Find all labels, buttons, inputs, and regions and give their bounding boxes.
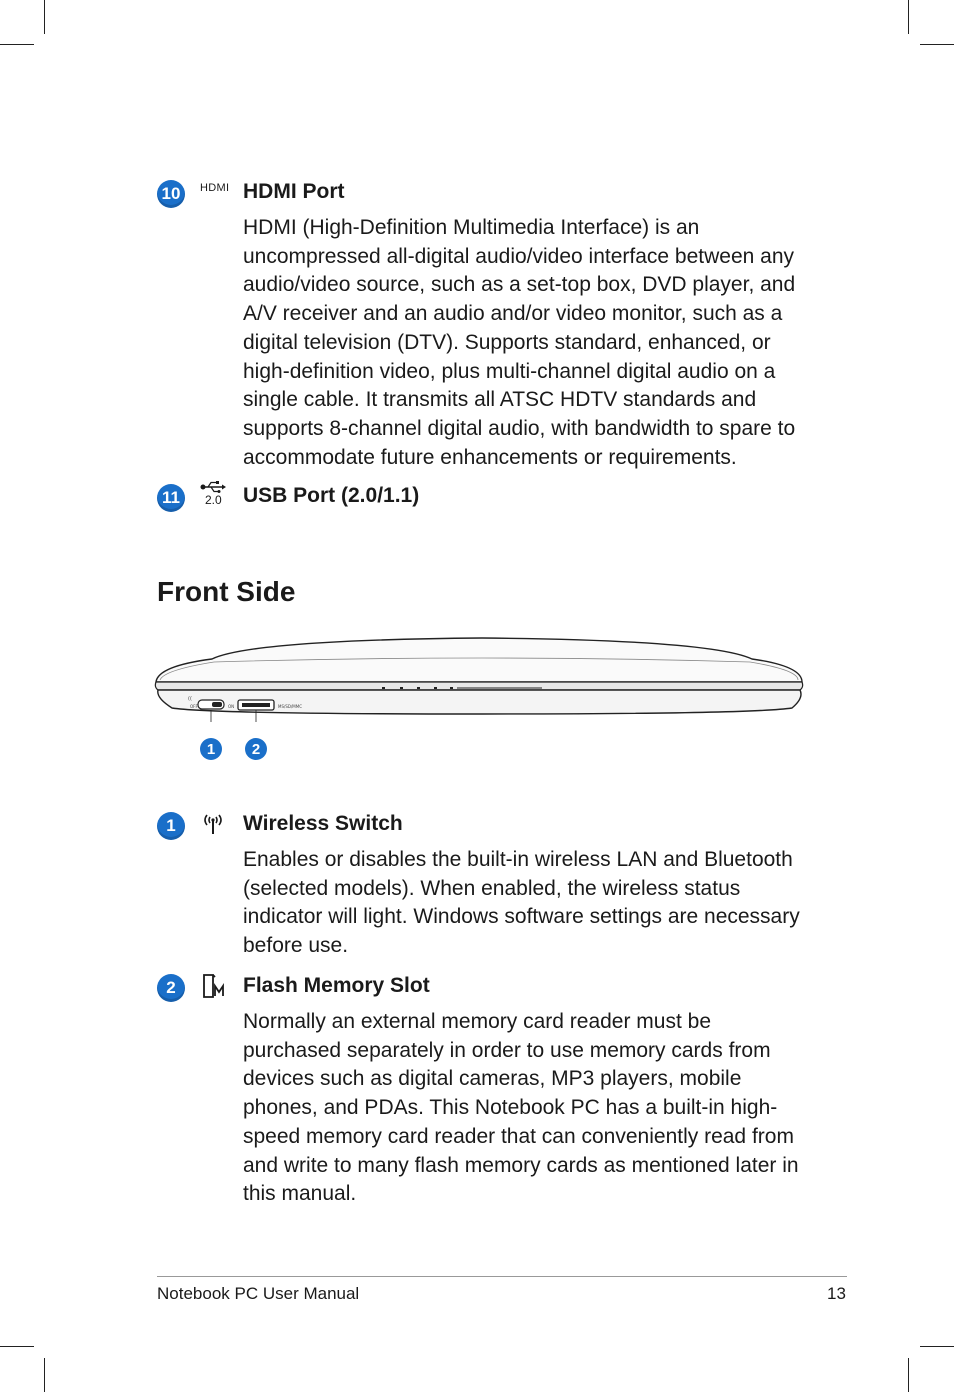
memory-card-glyph-icon bbox=[200, 972, 228, 1000]
usb-header bbox=[157, 482, 817, 512]
wireless-section bbox=[157, 810, 817, 961]
wireless-antenna-icon bbox=[200, 811, 226, 837]
hdmi-icon bbox=[200, 174, 229, 202]
crop-mark bbox=[0, 1346, 34, 1347]
page-number: 13 bbox=[827, 1284, 846, 1303]
usb-icon bbox=[200, 480, 226, 508]
hdmi-section bbox=[157, 178, 817, 472]
item-number-badge: 2 bbox=[157, 974, 185, 1002]
item-description: HDMI (High-Definition Multimedia Interface) is an uncompressed all-digital audio/video interface between any audio/video source, such as a set-top box, DVD player, and A/V receiver and an audio and/or video monitor, such as a digital television (DTV). Supports standard, enhanced, or high-definition video, plus multi-channel digital audio on a single cable. It transmits all ATSC HDTV standards and supports 8-channel digital audio, with bandwidth to spare to accommodate future enhancements or requirements. bbox=[243, 216, 796, 469]
item-title: USB Port (2.0/1.1) bbox=[243, 484, 420, 507]
svg-text:MS/SD/MMC: MS/SD/MMC bbox=[278, 704, 302, 709]
svg-text:ON: ON bbox=[228, 704, 235, 709]
wireless-icon bbox=[200, 810, 226, 838]
wireless-header bbox=[157, 810, 817, 840]
memory-card-icon bbox=[200, 972, 228, 1000]
hdmi-header bbox=[157, 178, 817, 208]
crop-mark bbox=[908, 0, 909, 34]
flash-section bbox=[157, 972, 817, 1209]
hdmi-icon-label: HDMI bbox=[200, 182, 230, 194]
item-title: Wireless Switch bbox=[243, 812, 403, 835]
callout-badge: 1 bbox=[200, 738, 222, 760]
crop-mark bbox=[44, 0, 45, 34]
crop-mark bbox=[0, 44, 34, 45]
footer-title: Notebook PC User Manual bbox=[157, 1284, 360, 1303]
crop-mark bbox=[920, 1346, 954, 1347]
svg-text:OFF: OFF bbox=[190, 704, 198, 709]
crop-mark bbox=[908, 1358, 909, 1392]
item-number-badge: 1 bbox=[157, 812, 185, 840]
svg-text:((: (( bbox=[188, 696, 192, 702]
item-title: HDMI Port bbox=[243, 180, 345, 203]
item-title: Flash Memory Slot bbox=[243, 974, 430, 997]
item-description: Normally an external memory card reader must be purchased separately in order to use memory cards from devices such as digital cameras, MP3 players, mobile phones, and PDAs. This Notebook PC has a built-in high-speed memory card reader that can conveniently read from and write to many flash memory cards as mentioned later in this manual. bbox=[243, 1010, 799, 1206]
callout-badge: 2 bbox=[245, 738, 267, 760]
usb-trident-icon bbox=[200, 480, 226, 494]
usb-icon-label: 2.0 bbox=[205, 493, 222, 507]
item-description: Enables or disables the built-in wireless LAN and Bluetooth (selected models). When enabled, the wireless status indicator will light. Windows software settings are necessary before use. bbox=[243, 848, 800, 958]
crop-mark bbox=[920, 44, 954, 45]
usb-section bbox=[157, 482, 817, 512]
crop-mark bbox=[44, 1358, 45, 1392]
section-heading: Front Side bbox=[157, 576, 296, 607]
item-number-badge: 11 bbox=[157, 484, 185, 512]
flash-header bbox=[157, 972, 817, 1002]
item-number-badge: 10 bbox=[157, 180, 185, 208]
notebook-front-illustration bbox=[152, 632, 812, 722]
footer-divider bbox=[157, 1276, 847, 1277]
